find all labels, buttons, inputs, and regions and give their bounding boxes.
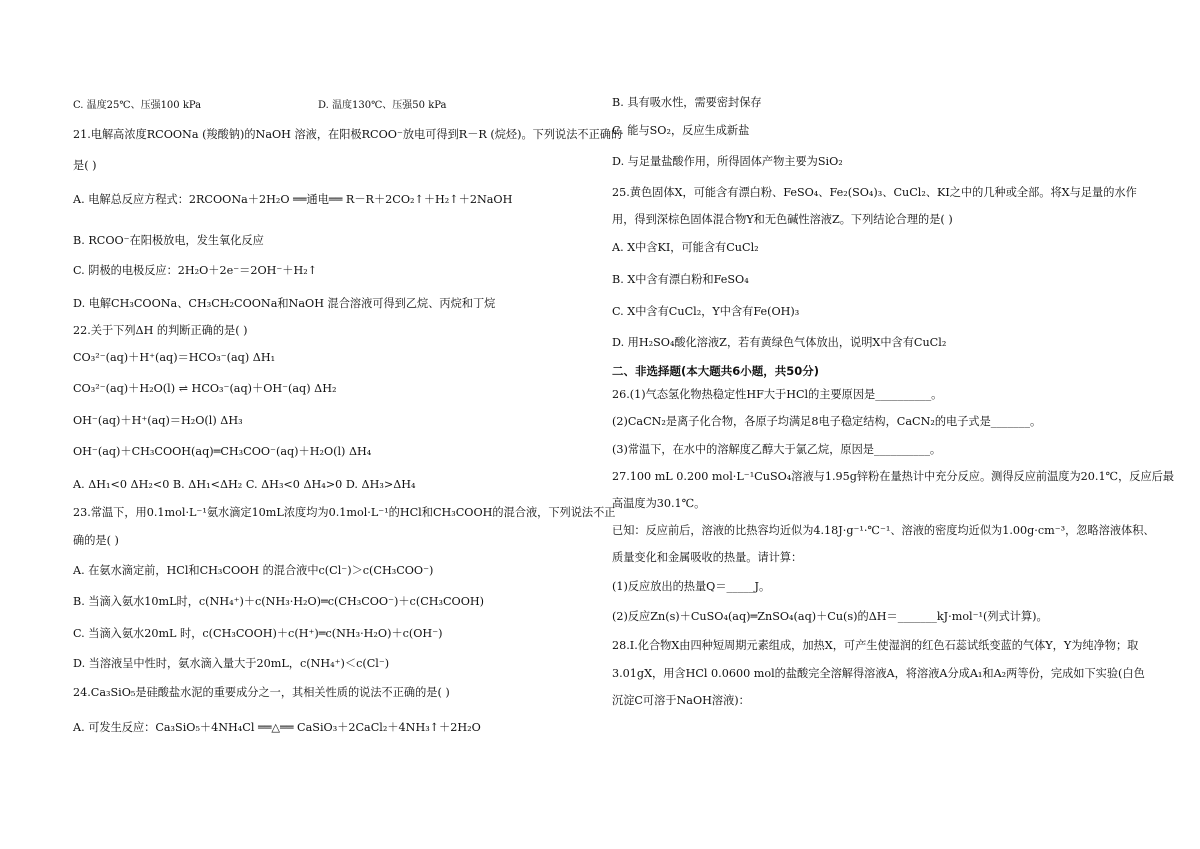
question-26-part-3: (3)常温下，在水中的溶解度乙醇大于氯乙烷，原因是__________。 xyxy=(612,443,942,456)
question-22-equation-1: CO₃²⁻(aq)＋H⁺(aq)＝HCO₃⁻(aq) ΔH₁ xyxy=(73,351,276,364)
question-23-stem: 23.常温下，用0.1mol·L⁻¹氨水滴定10mL浓度均为0.1mol·L⁻¹的HCl和CH₃COOH的混合液，下列说法不正 xyxy=(73,506,616,519)
question-24-option-c: C. 能与SO₂，反应生成新盐 xyxy=(612,124,750,137)
question-21-option-a: A. 电解总反应方程式：2RCOONa＋2H₂O ══通电══ R－R＋2CO₂↑＋H₂↑＋2NaOH xyxy=(73,193,513,206)
option-d-q20: D. 温度130℃、压强50 kPa xyxy=(318,100,447,111)
question-21-option-c: C. 阴极的电极反应：2H₂O＋2e⁻＝2OH⁻＋H₂↑ xyxy=(73,264,318,277)
question-26-part-2: (2)CaCN₂是离子化合物，各原子均满足8电子稳定结构，CaCN₂的电子式是_______。 xyxy=(612,415,1042,428)
question-24-option-d: D. 与足量盐酸作用，所得固体产物主要为SiO₂ xyxy=(612,155,843,168)
section-heading-nonchoice: 二、非选择题(本大题共6小题，共50分) xyxy=(612,364,820,378)
question-23-option-a: A. 在氨水滴定前，HCl和CH₃COOH 的混合液中c(Cl⁻)＞c(CH₃COO⁻) xyxy=(73,564,434,577)
question-24-option-a: A. 可发生反应：Ca₃SiO₅＋4NH₄Cl ══△══ CaSiO₃＋2CaCl₂＋4NH₃↑＋2H₂O xyxy=(73,721,481,734)
question-22-stem: 22.关于下列ΔH 的判断正确的是( ) xyxy=(73,324,248,337)
question-21-option-b: B. RCOO⁻在阳极放电，发生氧化反应 xyxy=(73,234,264,247)
question-26-part-1: 26.(1)气态氢化物热稳定性HF大于HCl的主要原因是__________。 xyxy=(612,388,943,401)
question-27-stem: 27.100 mL 0.200 mol·L⁻¹CuSO₄溶液与1.95g锌粉在量热计中充分反应。测得反应前温度为20.1℃，反应后最 xyxy=(612,470,1175,483)
question-22-options: A. ΔH₁<0 ΔH₂<0 B. ΔH₁<ΔH₂ C. ΔH₃<0 ΔH₄>0 D. ΔH₃>ΔH₄ xyxy=(73,478,416,491)
question-25-option-c: C. X中含有CuCl₂，Y中含有Fe(OH)₃ xyxy=(612,305,800,318)
question-24-option-b: B. 具有吸水性，需要密封保存 xyxy=(612,96,762,109)
question-27-stem-cont: 高温度为30.1℃。 xyxy=(612,497,706,510)
question-24-stem: 24.Ca₃SiO₅是硅酸盐水泥的重要成分之一，其相关性质的说法不正确的是( ) xyxy=(73,686,450,699)
question-22-equation-3: OH⁻(aq)＋H⁺(aq)＝H₂O(l) ΔH₃ xyxy=(73,414,243,427)
question-27-part-1: (1)反应放出的热量Q＝_____J。 xyxy=(612,580,771,593)
question-25-option-b: B. X中含有漂白粉和FeSO₄ xyxy=(612,273,749,286)
question-25-option-d: D. 用H₂SO₄酸化溶液Z，若有黄绿色气体放出，说明X中含有CuCl₂ xyxy=(612,336,947,349)
question-22-equation-4: OH⁻(aq)＋CH₃COOH(aq)═CH₃COO⁻(aq)＋H₂O(l) ΔH₄ xyxy=(73,445,372,458)
question-21-option-d: D. 电解CH₃COONa、CH₃CH₂COONa和NaOH 混合溶液可得到乙烷、丙烷和丁烷 xyxy=(73,297,496,310)
question-28-stem-cont-2: 沉淀C可溶于NaOH溶液)： xyxy=(612,694,750,707)
question-25-stem-cont: 用，得到深棕色固体混合物Y和无色碱性溶液Z。下列结论合理的是( ) xyxy=(612,213,953,226)
question-21-stem: 21.电解高浓度RCOONa (羧酸钠)的NaOH 溶液，在阳极RCOO⁻放电可得到R－R (烷烃)。下列说法不正确的 xyxy=(73,128,623,141)
question-28-stem: 28.Ⅰ.化合物X由四种短周期元素组成，加热X，可产生使湿润的红色石蕊试纸变蓝的气体Y，Y为纯净物；取 xyxy=(612,639,1139,652)
question-23-option-b: B. 当滴入氨水10mL时，c(NH₄⁺)＋c(NH₃·H₂O)═c(CH₃COO⁻)＋c(CH₃COOH) xyxy=(73,595,485,608)
option-c-q20: C. 温度25℃、压强100 kPa xyxy=(73,100,202,111)
question-25-stem: 25.黄色固体X，可能含有漂白粉、FeSO₄、Fe₂(SO₄)₃、CuCl₂、KI之中的几种或全部。将X与足量的水作 xyxy=(612,186,1137,199)
question-27-given: 已知：反应前后，溶液的比热容均近似为4.18J·g⁻¹·℃⁻¹、溶液的密度均近似为1.00g·cm⁻³，忽略溶液体积、 xyxy=(612,524,1155,537)
question-25-option-a: A. X中含KI，可能含有CuCl₂ xyxy=(612,241,759,254)
question-27-part-2: (2)反应Zn(s)＋CuSO₄(aq)═ZnSO₄(aq)＋Cu(s)的ΔH＝_______kJ·mol⁻¹(列式计算)。 xyxy=(612,610,1048,623)
question-22-equation-2: CO₃²⁻(aq)＋H₂O(l) ⇌ HCO₃⁻(aq)＋OH⁻(aq) ΔH₂ xyxy=(73,382,337,395)
question-27-given-cont: 质量变化和金属吸收的热量。请计算： xyxy=(612,551,803,564)
question-23-option-c: C. 当滴入氨水20mL 时，c(CH₃COOH)＋c(H⁺)═c(NH₃·H₂O)＋c(OH⁻) xyxy=(73,627,443,640)
question-28-stem-cont: 3.01gX，用含HCl 0.0600 mol的盐酸完全溶解得溶液A，将溶液A分成A₁和A₂两等份，完成如下实验(白色 xyxy=(612,667,1145,680)
question-21-stem-cont: 是( ) xyxy=(73,159,97,172)
question-23-stem-cont: 确的是( ) xyxy=(73,534,119,547)
question-23-option-d: D. 当溶液呈中性时，氨水滴入量大于20mL，c(NH₄⁺)＜c(Cl⁻) xyxy=(73,657,390,670)
